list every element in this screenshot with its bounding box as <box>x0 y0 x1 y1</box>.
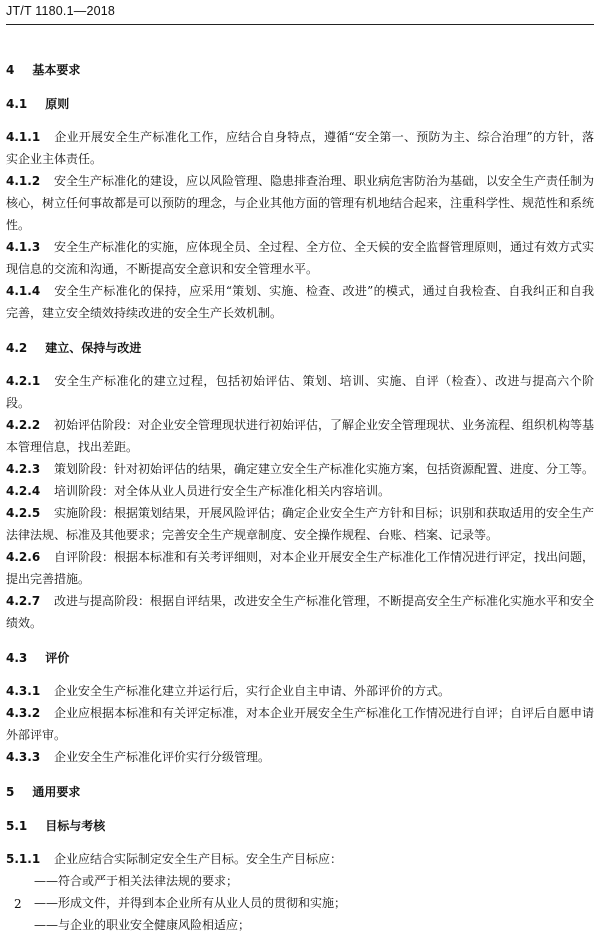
section-number: 5.1 <box>6 819 28 833</box>
section-number: 5 <box>6 785 15 799</box>
clause-number: 4.1.2 <box>6 174 41 188</box>
section-number: 4 <box>6 63 15 77</box>
section-title: 建立、保持与改进 <box>45 341 142 355</box>
clause-number: 4.2.1 <box>6 374 41 388</box>
clause-text: 培训阶段：对全体从业人员进行安全生产标准化相关内容培训。 <box>54 484 391 498</box>
section-title: 目标与考核 <box>45 819 106 833</box>
standard-code-header: JT/T 1180.1—2018 <box>6 4 116 18</box>
clause-4-1-2 <box>6 170 594 236</box>
section-title: 评价 <box>45 651 70 665</box>
section-5-heading <box>6 782 594 802</box>
clause-text: 企业应结合实际制定安全生产目标。安全生产目标应： <box>54 852 343 866</box>
document-body <box>6 60 594 936</box>
section-number: 4.2 <box>6 341 28 355</box>
clause-4-2-5 <box>6 502 594 546</box>
clause-text: 企业开展安全生产标准化工作，应结合自身特点，遵循“安全第一、预防为主、综合治理”的方针，落实企业主体责任。 <box>6 130 594 166</box>
clause-4-3-2 <box>6 702 594 746</box>
section-number: 4.1 <box>6 97 28 111</box>
section-title: 原则 <box>45 97 70 111</box>
clause-number: 4.2.3 <box>6 462 41 476</box>
clause-4-2-1 <box>6 370 594 414</box>
clause-number: 4.1.1 <box>6 130 41 144</box>
clause-text: 策划阶段：针对初始评估的结果，确定建立安全生产标准化实施方案，包括资源配置、进度、分工等。 <box>54 462 595 476</box>
clause-text: 安全生产标准化的保持，应采用“策划、实施、检查、改进”的模式，通过自我检查、自我纠正和自我完善，建立安全绩效持续改进的安全生产长效机制。 <box>6 284 594 320</box>
clause-4-1-3 <box>6 236 594 280</box>
clause-4-3-1 <box>6 680 594 702</box>
dash-item: ——形成文件，并得到本企业所有从业人员的贯彻和实施； <box>34 896 347 910</box>
section-4-3-heading <box>6 648 594 668</box>
clause-4-2-2 <box>6 414 594 458</box>
clause-text: 企业安全生产标准化建立并运行后，实行企业自主申请、外部评价的方式。 <box>54 684 451 698</box>
clause-text: 自评阶段：根据本标准和有关考评细则，对本企业开展安全生产标准化工作情况进行评定，找出问题，提出完善措施。 <box>6 550 595 586</box>
section-title: 通用要求 <box>32 785 81 799</box>
section-4-1-heading <box>6 94 594 114</box>
clause-text: 实施阶段：根据策划结果，开展风险评估；确定企业安全生产方针和目标；识别和获取适用的安全生产法律法规、标准及其他要求；完善安全生产规章制度、安全操作规程、台账、档案、记录等。 <box>6 506 595 542</box>
clause-4-2-3 <box>6 458 594 480</box>
clause-number: 4.3.2 <box>6 706 41 720</box>
clause-4-2-7 <box>6 590 594 634</box>
clause-number: 4.1.3 <box>6 240 41 254</box>
clause-text: 改进与提高阶段：根据自评结果，改进安全生产标准化管理，不断提高安全生产标准化实施水平和安全绩效。 <box>6 594 595 630</box>
clause-5-1-1 <box>6 848 594 870</box>
clause-text: 安全生产标准化的建设，应以风险管理、隐患排查治理、职业病危害防治为基础，以安全生产责任制为核心，树立任何事故都是可以预防的理念，与企业其他方面的管理有机地结合起来，注重科学性、规范性和系统性。 <box>6 174 595 232</box>
clause-number: 4.1.4 <box>6 284 41 298</box>
dash-item: ——与企业的职业安全健康风险相适应； <box>34 918 251 932</box>
clause-4-1-1 <box>6 126 594 170</box>
clause-4-2-6 <box>6 546 594 590</box>
clause-text: 安全生产标准化的建立过程，包括初始评估、策划、培训、实施、自评（检查）、改进与提高六个阶段。 <box>6 374 594 410</box>
clause-number: 4.2.4 <box>6 484 41 498</box>
dash-item: ——符合或严于相关法律法规的要求； <box>34 874 239 888</box>
clause-number: 4.2.2 <box>6 418 41 432</box>
section-4-heading <box>6 60 594 80</box>
clause-number: 4.3.1 <box>6 684 41 698</box>
clause-text: 企业安全生产标准化评价实行分级管理。 <box>54 750 271 764</box>
clause-number: 4.3.3 <box>6 750 41 764</box>
clause-number: 5.1.1 <box>6 852 41 866</box>
section-number: 4.3 <box>6 651 28 665</box>
section-5-1-heading <box>6 816 594 836</box>
clause-number: 4.2.6 <box>6 550 41 564</box>
clause-4-2-4 <box>6 480 594 502</box>
clause-4-1-4 <box>6 280 594 324</box>
header-rule <box>6 24 594 25</box>
section-title: 基本要求 <box>32 63 81 77</box>
clause-number: 4.2.7 <box>6 594 41 608</box>
clause-4-3-3 <box>6 746 594 768</box>
clause-text: 初始评估阶段：对企业安全管理现状进行初始评估，了解企业安全管理现状、业务流程、组织机构等基本管理信息，找出差距。 <box>6 418 595 454</box>
page-number: 2 <box>14 897 22 911</box>
clause-text: 企业应根据本标准和有关评定标准，对本企业开展安全生产标准化工作情况进行自评；自评后自愿申请外部评审。 <box>6 706 595 742</box>
clause-text: 安全生产标准化的实施，应体现全员、全过程、全方位、全天候的安全监督管理原则，通过有效方式实现信息的交流和沟通，不断提高安全意识和安全管理水平。 <box>6 240 595 276</box>
section-4-2-heading <box>6 338 594 358</box>
clause-number: 4.2.5 <box>6 506 41 520</box>
